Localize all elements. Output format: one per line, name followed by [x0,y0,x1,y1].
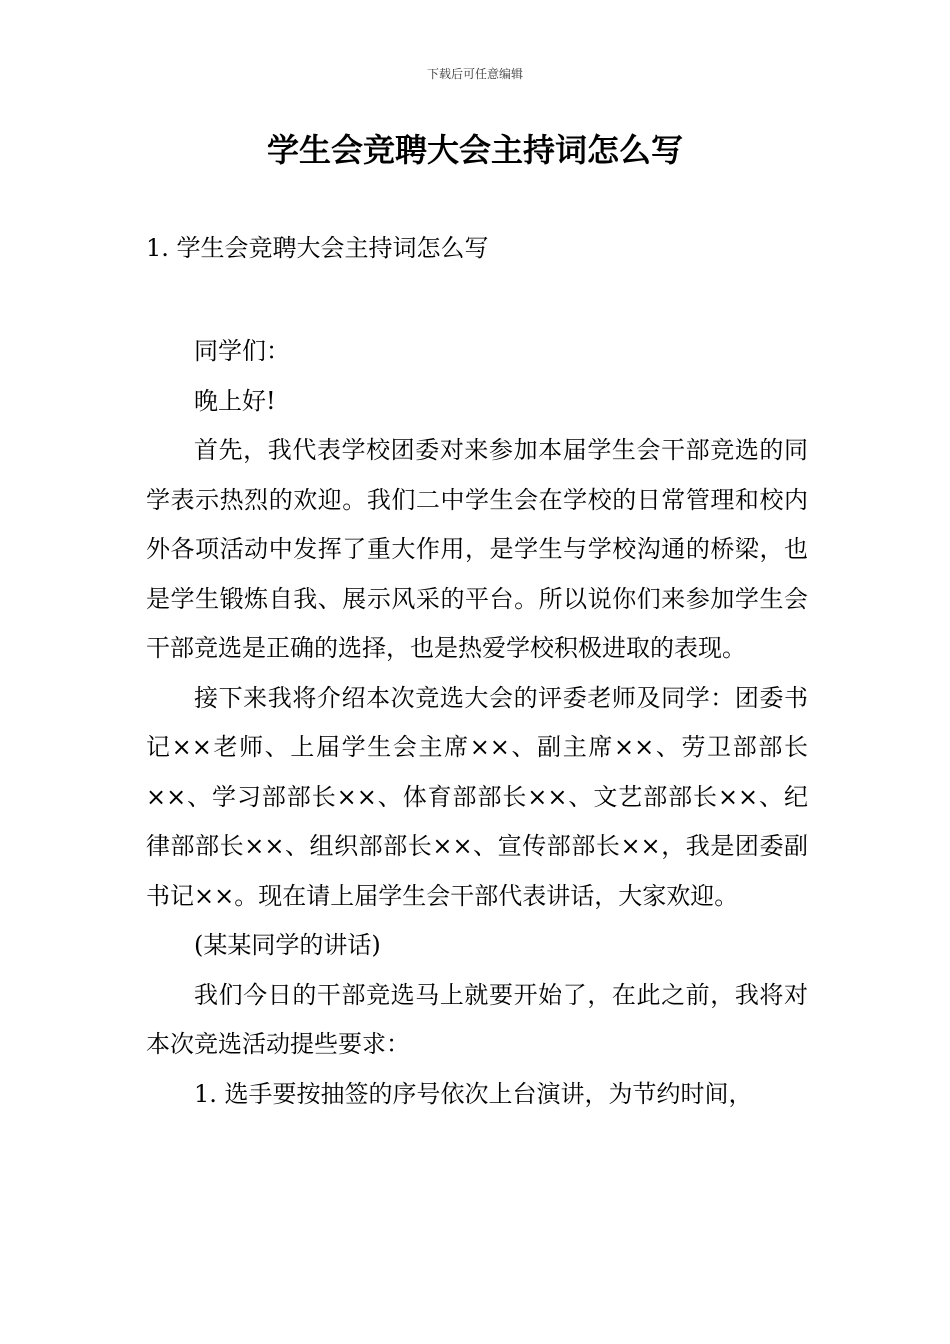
document-title: 学生会竞聘大会主持词怎么写 [266,131,683,169]
welcome-paragraph: 首先，我代表学校团委对来参加本届学生会干部竞选的同学表示热烈的欢迎。我们二中学生会在学校的日常管理和校内外各项活动中发挥了重大作用，是学生与学校沟通的桥梁，也是学生锻炼自我、展示风采的平台。所以说你们来参加学生会干部竞选是正确的选择，也是热爱学校积极进取的表现。 [146,436,808,662]
judges-intro-paragraph: 接下来我将介绍本次竞选大会的评委老师及同学：团委书记××老师、上届学生会主席××、副主席××、劳卫部部长××、学习部部长××、体育部部长××、文艺部部长××、纪律部部长××、组织部部长××、宣传部部长××，我是团委副书记××。现在请上届学生会干部代表讲话，大家欢迎。 [146,683,808,910]
requirement-item-1: 1. 选手要按抽签的序号依次上台演讲，为节约时间， [194,1079,753,1108]
greeting-paragraph: 同学们： [194,337,290,365]
page-header-note: 下载后可任意编辑 [426,67,523,81]
speech-note-paragraph: (某某同学的讲话) [194,931,381,959]
salutation-paragraph: 晚上好! [194,386,276,415]
document-body [146,327,808,1119]
requirements-intro-paragraph: 我们今日的干部竞选马上就要开始了，在此之前，我将对本次竞选活动提些要求： [146,980,808,1058]
section-heading: 1. 学生会竞聘大会主持词怎么写 [146,234,489,262]
